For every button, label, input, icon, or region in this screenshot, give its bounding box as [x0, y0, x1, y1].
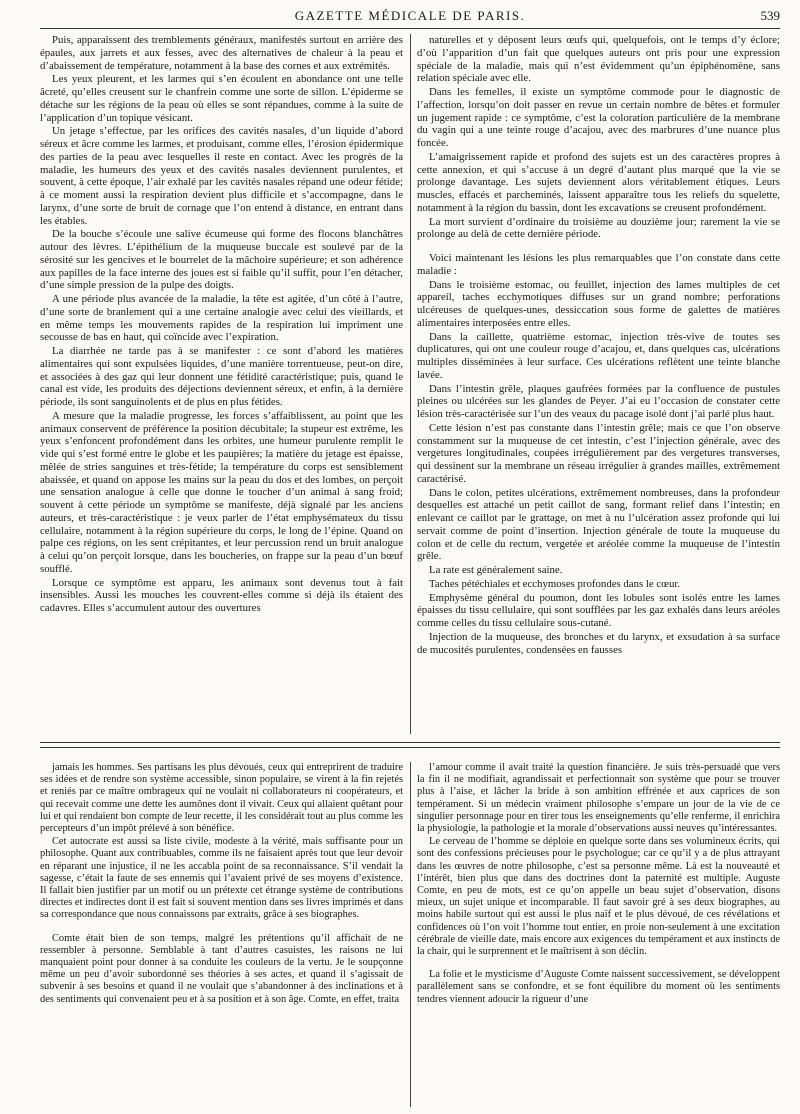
paragraph: La diarrhée ne tarde pas à se manifester : ce sont d’abord les matières alimentaires qui sont expulsées liquides, d’une manière torrentueuse, peut-on dire, et associées à des gaz qui leur donnent une fétidité caractéristique; puis, quand le canal est vide, les produits des déjections deviennent séreux, et enfin, à la dernière période, ils sont sanguinolents et de plus en plus fétides. [40, 345, 403, 408]
paragraph: Cet autocrate est aussi sa liste civile, modeste à la vérité, mais suffisante pour un philosophe. Quant aux contribuables, comme ils ne faisaient après tout que leur devoir en réparant une injustice, il ne les accabla point de sa reconnaissance. S’il vendait la sagesse, c’était la faute de ses ennemis qui l’avaient privé de ses moyens d’existence. Il fallait bien justifier par un motif ou un prétexte cet étrange système de contributions directes et indirectes dont il est fait si souvent mention dans ses livres imprimés et dans sa correspondance que nous connaissons par extraits, grâce à ses biographes. [40, 836, 403, 921]
paragraph: La folie et le mysticisme d’Auguste Comte naissent successivement, se développent parallèlement sans se confondre, et se font équilibre du moment où les sentiments tendres viennent adoucir la rigueur d’une [417, 969, 780, 1005]
paragraph: A une période plus avancée de la maladie, la tête est agitée, d’un côté à l’autre, d’une sorte de branlement qui a une certaine analogie avec celui des vieillards, et en même temps les mouvements rapides de la respiration lui impriment une secousse de bas en haut, qui coïncide avec l’expiration. [40, 293, 403, 344]
paragraph: Puis, apparaissent des tremblements généraux, manifestés surtout en arrière des épaules, aux jarrets et aux fesses, avec des alternatives de chaleur à la peau et d’abaissement de température, notamment à la base des cornes et aux extrémités. [40, 34, 403, 72]
paragraph: jamais les hommes. Ses partisans les plus dévoués, ceux qui entreprirent de traduire ses idées et de rendre son système accessible, sinon populaire, se virent à la fin rejetés et reniés par ce maître ombrageux qui ne voulait ni collaborateurs ni coopérateurs, et qui recevait comme une dette les aumônes dont il vivait. Ceux qui allaient quêtant pour lui et qui rendaient bon compte de leur recette, il les considérait tout au plus comme les percepteurs d’un impôt prélevé à son bénéfice. [40, 762, 403, 835]
paragraph: Le cerveau de l’homme se déploie en quelque sorte dans ses volumineux écrits, qui sont des confessions précieuses pour le psychologue; car ce qu’il y a de plus attrayant dans les œuvres de notre philosophe, c’est sa personne même. Là est la nouveauté et l’intérêt, bien plus que dans des doctrines dont la paternité est multiple. Auguste Comte, en peu de mots, est ce qu’on appelle un beau sujet d’observation, disons mieux, un sujet unique et incomparable. Il faut savoir gré à ses deux biographes, au moins habile surtout qui est aussi le plus naïf et le plus dévoué, de ces révélations et confidences où l’on voit l’homme tout entier, en proie non-seulement à une excitation cérébrale de vieille date, mais encore aux exigences du tempérament et aux instincts de la chair, qui le surprennent et le maîtrisent à son déclin. [417, 836, 780, 958]
page-number: 539 [760, 8, 780, 23]
paragraph: Comte était bien de son temps, malgré les prétentions qu’il affichait de ne ressembler à personne. Semblable à tant d’autres casuistes, les raisons ne lui manquaient point pour donner à sa conduite les couleurs de la vertu. Je le soupçonne même un peu d’avoir subordonné ses théories à ses actes, et quand il s’agissait de subvenir à ses besoins et quand il ne voulait que s’abandonner à des inclinations et à des sentiments qui convenaient peu et à sa position et à son âge. Comte, en effet, traita [40, 932, 403, 1005]
column-divider [410, 762, 411, 1107]
paragraph: Dans l’intestin grêle, plaques gaufrées formées par la confluence de pustules pleines ou ulcérées sur les glandes de Peyer. J’ai eu l’occasion de constater cette lésion très-caractérisée sur l’un des veaux du pacage isolé dont j’ai parlé plus haut. [417, 382, 780, 420]
feuilleton-column-left [40, 762, 403, 1107]
paragraph: Dans le troisième estomac, ou feuillet, injection des lames multiples de cet appareil, taches ecchymotiques diffuses sur un grand nombre; perforations ulcéreuses de quelques-unes, dessiccation sous forme de galettes de matières alimentaires interposées entre elles. [417, 278, 780, 329]
section-gap [40, 923, 403, 933]
paragraph: De la bouche s’écoule une salive écumeuse qui forme des flocons blanchâtres autour des lèvres. L’épithélium de la muqueuse buccale est soulevé par de la sérosité sur les gencives et le bourrelet de la mâchoire supérieure; et son adhérence aux papilles de la face interne des joues est si faible qu’il suffit, pour l’en détacher, d’une simple pression de la pulpe des doigts. [40, 228, 403, 292]
paragraph: L’amaigrissement rapide et profond des sujets est un des caractères propres à cette annexion, et qui s’accuse à un degré d’autant plus marqué que la vie se prolonge davantage. Les sujets deviennent alors véritablement étiques. Leurs muscles, effacés et parcheminés, laissent apparaître tous les reliefs du squelette, notamment à la région du bassin, dont les excavations se creusent profondément. [417, 150, 780, 214]
section-gap [417, 242, 780, 252]
column-divider [410, 34, 411, 734]
section-gap [417, 959, 780, 969]
paragraph: Voici maintenant les lésions les plus remarquables que l’on constate dans cette maladie : [417, 252, 780, 277]
paragraph: Dans les femelles, il existe un symptôme commode pour le diagnostic de l’affection, lorsqu’on doit passer en revue un certain nombre de bêtes et formuler un jugement rapide : ce symptôme, c’est la coloration particulière de la membrane du vagin qui a une teinte rouge d’acajou, avec des marbrures d’une nuance plus foncée. [417, 86, 780, 149]
paragraph: A mesure que la maladie progresse, les forces s’affaiblissent, au point que les animaux conservent de préférence la position décubitale; la stupeur est extrême, les yeux s’enfoncent profondément dans les orbites, une humeur purulente remplit le vide qui s’est formé entre le globe et les paupières; la matière du jetage est épaisse, mêlée de stries sanguines et très-fétide; la température du corps est sensiblement abaissée, et quand on appose les mains sur la peau du dos et des lombes, on perçoit une sensation analogue à celle que donne le toucher d’un animal à sang froid; souvent à cette période un symptôme se manifeste, déjà signalé par les anciens auteurs, et très-caractéristique : je veux parler de l’état emphysémateux du tissu cellulaire, notamment à la région supérieure du corps, le long de l’épine. Quand on palpe ces régions, on les sent crépitantes, et leur percussion rend un bruit analogue à celui qu’on perçoit lorsque, dans les boucheries, on frappe sur la peau d’un bœuf soufflé. [40, 409, 403, 575]
journal-title: GAZETTE MÉDICALE DE PARIS. [294, 8, 526, 23]
paragraph: La rate est généralement saine. [429, 564, 563, 576]
paragraph: La mort survient d’ordinaire du troisième au douzième jour; rarement la vie se prolonge au delà de cette dernière période. [417, 215, 780, 241]
article-column-left [40, 34, 403, 734]
paragraph: Taches pétéchiales et ecchymoses profondes dans le cœur. [429, 577, 681, 590]
paragraph: Dans le colon, petites ulcérations, extrêmement nombreuses, dans la profondeur desquelles est attaché un petit caillot de sang, formant relief dans l’intestin; en enlevant ce caillot par le grattage, on met à nu l’ulcération assez profonde qui lui servait comme de point d’insertion. Injection générale de toute la muqueuse du colon et de celle du rectum, vergetée et aréolée comme la muqueuse de l’intestin grêle. [417, 486, 780, 563]
paragraph: Un jetage s’effectue, par les orifices des cavités nasales, d’un liquide d’abord séreux et âcre comme les larmes, et produisant, comme elles, l’érosion épidermique des parties de la peau avec lesquelles il reste en contact. Avec les progrès de la maladie, les humeurs des yeux et des cavités nasales deviennent purulentes, et souvent, à cette époque, l’air exhalé par les cavités nasales répand une odeur fétide; à ce moment aussi la respiration devient plus difficile et s’accompagne, dans le larynx, d’une sorte de bruit de cornage que l’on entend à distance, en entrant dans les étables. [40, 125, 403, 227]
page-header [40, 6, 780, 29]
paragraph: Dans la caillette, quatrième estomac, injection très-vive de toutes ses duplicatures, qui ont une couleur rouge d’acajou, et, dans quelques cas, ulcérations multiples disséminées à leur surface. Ces ulcérations reflètent une teinte blanche lavée. [417, 330, 780, 381]
paragraph: l’amour comme il avait traité la question financière. Je suis très-persuadé que vers la fin il ne modifiait, agrandissait et perfectionnait son système que pour se trouver plus à l’aise, et lâcher la bride à son ambition effrénée et aux caprices de son tempérament. Si un médecin vraiment philosophe s’empare un jour de la vie de ce singulier personnage pour en tirer tous les enseignements qu’elle renferme, il enrichira la physiologie, la pathologie et la morale d’observations aussi neuves qu’intéressantes. [417, 762, 780, 835]
article-column-right [417, 34, 780, 734]
feuilleton-column-right [417, 762, 780, 1107]
paragraph: naturelles et y déposent leurs œufs qui, quelquefois, ont le temps d’y éclore; d’où l’apparition d’un fait que quelques auteurs ont pris pour une expression spéciale de la maladie, mais qui n’est évidemment qu’un épiphénomène, sans relation spéciale avec elle. [417, 34, 780, 85]
paragraph: Cette lésion n’est pas constante dans l’intestin grêle; mais ce que l’on observe constamment sur la muqueuse de cet intestin, c’est l’injection générale, avec des vergetures longitudinales, coupées irrégulièrement par des vergetures transverses, qui dessinent sur la membrane un réseau irrégulier à grandes mailles, extrêmement caractérisé. [417, 421, 780, 485]
paragraph: Injection de la muqueuse, des bronches et du larynx, et exsudation à sa surface de mucosités purulentes, condensées en fausses [417, 630, 780, 656]
paragraph: Lorsque ce symptôme est apparu, les animaux sont devenus tout à fait insensibles. Aussi les mouches les couvrent-elles comme si déjà ils étaient des cadavres. Elles s’accumulent autour des ouvertures [40, 576, 403, 614]
paragraph: Les yeux pleurent, et les larmes qui s’en écoulent en abondance ont une telle âcreté, qu’elles creusent sur le chanfrein comme une sorte de sillon. L’épiderme se détache sur les régions de la peau où elles se sont répandues, comme à la suite de l’application d’un topique vésicant. [40, 73, 403, 124]
paragraph: Emphysème général du poumon, dont les lobules sont isolés entre les lames épaisses du tissu cellulaire, qui sont soufflées par les gaz exhalés dans leurs aréoles comme celles du tissu cellulaire sous-cutané. [417, 591, 780, 629]
feuilleton-divider [40, 742, 780, 748]
